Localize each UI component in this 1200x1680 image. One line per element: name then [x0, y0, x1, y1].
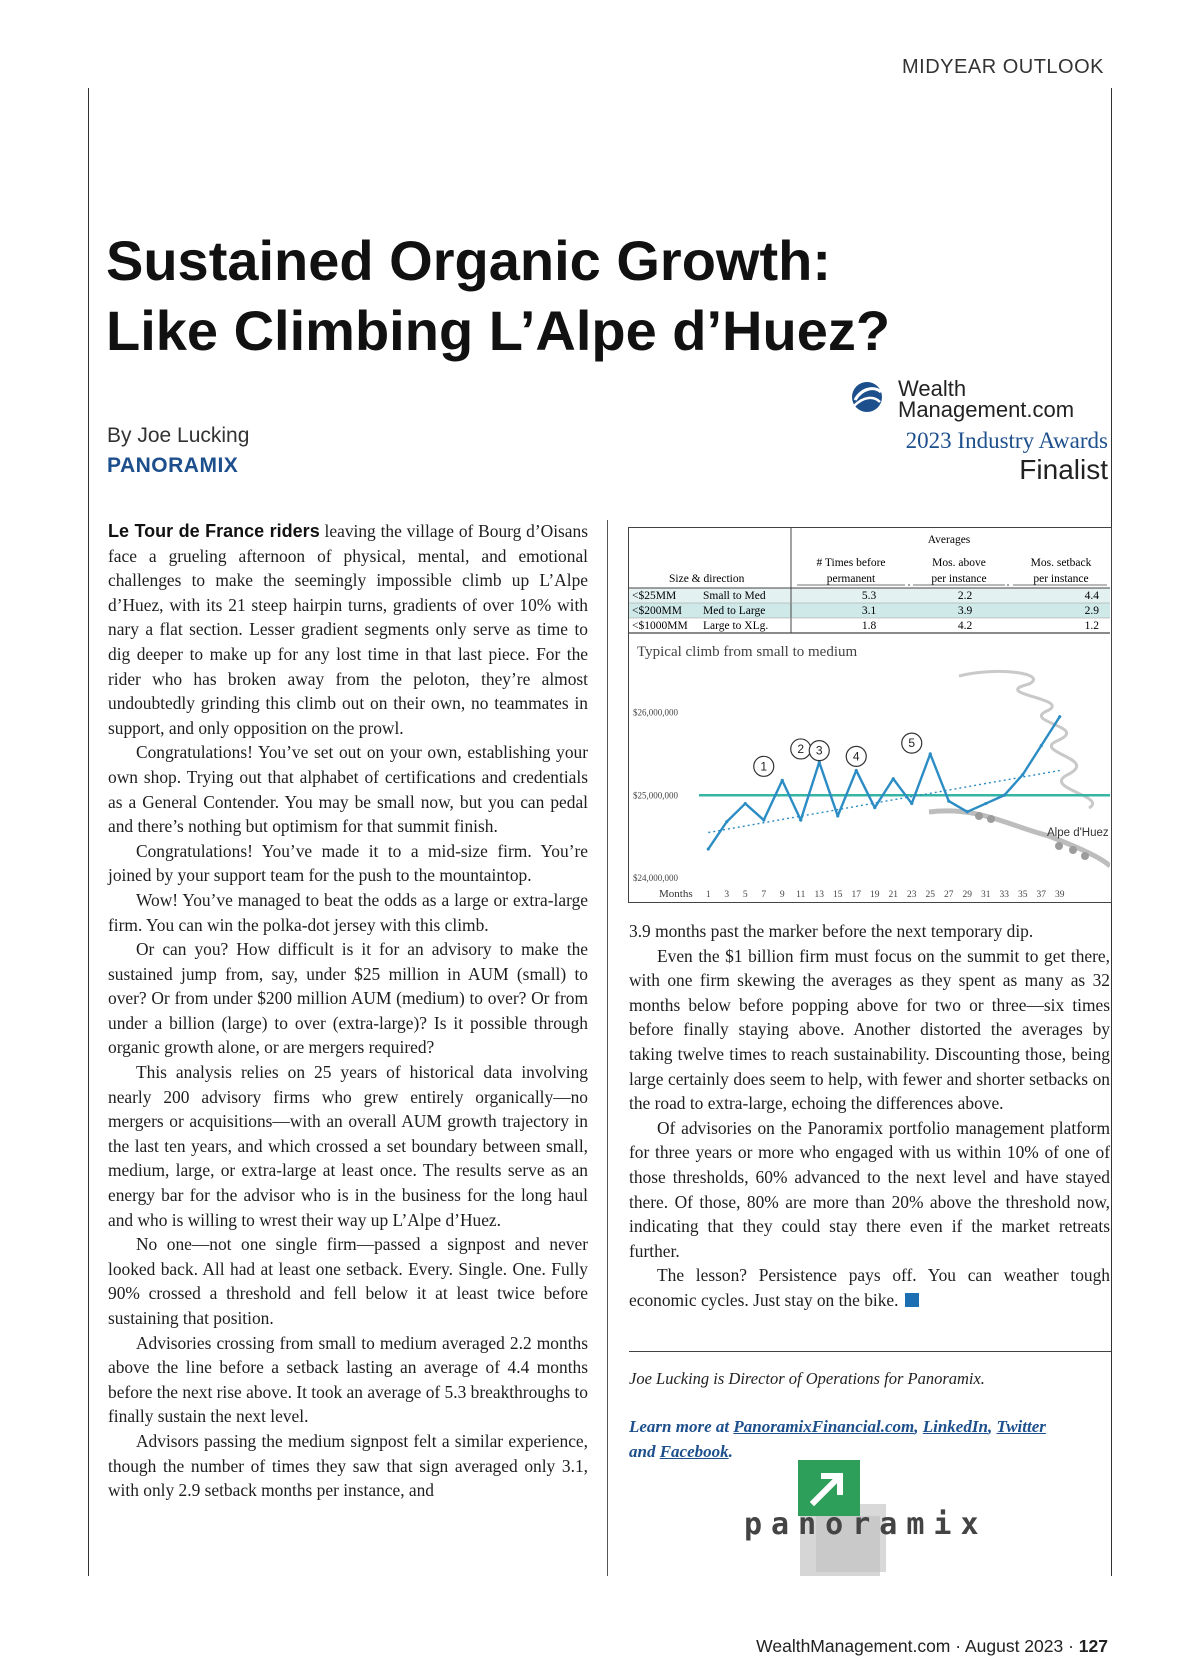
- end-of-article-icon: [905, 1293, 919, 1307]
- column-divider: [607, 520, 608, 1576]
- x-tick-label: 39: [1055, 890, 1065, 900]
- aum-climb-chart: [629, 636, 1110, 902]
- learn-more-suffix: .: [728, 1441, 733, 1461]
- x-tick-label: 3: [724, 890, 730, 900]
- left-rule: [88, 88, 89, 1576]
- award-brand-name: [898, 378, 1108, 420]
- x-tick-label: 37: [1036, 890, 1046, 900]
- series-point: [799, 818, 802, 821]
- article-paragraph: Or can you? How difficult is it for an advisory to make the sustained jump from, say, under $25 million in AUM (small) to over? Or from under $200 million AUM (medium) to over? Or from under a billion (large) to over (extra-large)? Is it possible through organic growth alone, or are mergers required?: [108, 939, 588, 1058]
- series-point: [1058, 715, 1061, 718]
- x-tick-label: 23: [907, 890, 917, 900]
- article-paragraph: 3.9 months past the marker before the next temporary dip.: [629, 921, 1034, 941]
- peak-marker-label: 2: [797, 741, 805, 756]
- table-cell-times: 5.3: [861, 590, 877, 602]
- article-paragraph: Advisors passing the medium signpost felt a similar experience, though the number of times they saw that sign averaged only 3.1, with only 2.9 setback months per instance, and: [108, 1430, 588, 1501]
- x-tick-label: 17: [851, 890, 861, 900]
- award-brand: [848, 378, 1108, 426]
- article-column-right: [629, 919, 1110, 1313]
- link-facebook[interactable]: Facebook: [659, 1441, 729, 1461]
- author-company: PANORAMIX: [107, 454, 239, 477]
- x-tick-label: 25: [925, 890, 935, 900]
- x-tick-label: 5: [742, 890, 748, 900]
- learn-more-sep: and: [629, 1441, 660, 1461]
- award-status: Finalist: [1019, 454, 1108, 485]
- peak-marker-label: 5: [908, 736, 916, 751]
- learn-more-sep: ,: [914, 1417, 923, 1436]
- peak-marker-label: 3: [815, 743, 823, 758]
- x-tick-label: 21: [888, 890, 898, 900]
- table-header-size: Size & direction: [669, 573, 745, 585]
- table-cell-threshold: <$200MM: [632, 605, 682, 617]
- article-column-left: [108, 519, 588, 1503]
- series-point: [929, 752, 932, 755]
- x-tick-label: 15: [833, 890, 843, 900]
- page-number: 127: [1078, 1636, 1108, 1656]
- series-point: [707, 847, 710, 850]
- table-cell-above: 3.9: [957, 605, 973, 617]
- award-brand-line-2: Management.com: [898, 397, 1075, 422]
- table-cell-above: 4.2: [957, 620, 973, 632]
- series-point: [1021, 773, 1024, 776]
- table-header-times-2: permanent: [826, 573, 876, 585]
- averages-group-header: Averages: [927, 534, 971, 546]
- title-line-1: Sustained Organic Growth:: [106, 229, 831, 292]
- footer-text: WealthManagement.com · August 2023 ·: [756, 1636, 1079, 1656]
- author-bio: Joe Lucking is Director of Operations for Panoramix.: [629, 1369, 985, 1388]
- table-cell-setback: 2.9: [1084, 605, 1099, 617]
- chart-annotation: Alpe d'Huez: [1047, 827, 1109, 839]
- article-paragraph: [629, 1263, 1110, 1312]
- table-cell-threshold: <$1000MM: [632, 620, 688, 632]
- series-point: [892, 777, 895, 780]
- table-header-above-2: per instance: [931, 573, 987, 585]
- table-cell-setback: 1.2: [1084, 620, 1099, 632]
- lead-in: Le Tour de France riders: [108, 521, 320, 541]
- article-paragraph: Even the $1 billion firm must focus on the summit to get there, with one firm skewing the averages as they spent as many as 32 months below before popping above for two or three—six times before finally staying above. Another distorted the averages by taking twelve times to reach sustainability. Discounting those, being large certainly does seem to help, with fewer and shorter setbacks on the road to extra-large, echoing the differences above.: [629, 945, 1110, 1114]
- award-block: [848, 378, 1108, 486]
- table-header-above: Mos. above: [932, 557, 986, 569]
- figure: [628, 527, 1112, 903]
- series-point: [744, 802, 747, 805]
- series-point: [947, 799, 950, 802]
- table-header-times: # Times before: [816, 557, 886, 569]
- table-cell-threshold: <$25MM: [632, 590, 677, 602]
- table-cell-direction: Small to Med: [703, 590, 766, 602]
- article-paragraph: Of advisories on the Panoramix portfolio management platform for three years or more who engaged with us within 10% of one of those thresholds, 60% advanced to the next level and have stayed there. Of those, 80% are more than 20% above the threshold now, indicating that they could stay there even if the market retreats further.: [629, 1117, 1110, 1261]
- x-tick-label: 33: [999, 890, 1009, 900]
- y-tick-label: $25,000,000: [633, 790, 678, 801]
- paragraph-text: leaving the village of Bourg d’Oisans face a grueling afternoon of physical, mental, and emotional challenges to make the seemingly impossible climb up L’Alpe d’Huez, with its 21 steep hairpin turns, gradients of over 10% with nary a flat section. Lesser gradient segments only serve as time to dig deeper to make up for any lost time in that last piece. For the rider who has broken away from the peloton, they’re almost undoubtedly grinding this climb out on their own, no teammates in support, and only opposition on the prowl.: [108, 521, 588, 738]
- mountain-road-sketch: [959, 671, 1093, 808]
- table-cell-times: 1.8: [861, 620, 877, 632]
- table-header-setback-2: per instance: [1033, 573, 1089, 585]
- x-tick-label: 7: [761, 890, 767, 900]
- peak-marker-label: 4: [852, 749, 860, 764]
- globe-swirl-icon: [850, 380, 884, 414]
- x-tick-label: 9: [779, 890, 785, 900]
- x-tick-label: 29: [962, 890, 972, 900]
- section-label: MIDYEAR OUTLOOK: [902, 56, 1104, 78]
- article-paragraph: Congratulations! You’ve made it to a mid-size firm. You’re joined by your support team for the push to the mountaintop.: [108, 840, 588, 886]
- panoramix-wordmark: panoramix: [744, 1507, 988, 1542]
- series-point: [873, 806, 876, 809]
- page-footer: [756, 1636, 1108, 1657]
- series-line: [708, 717, 1060, 849]
- table-cell-setback: 4.4: [1084, 590, 1099, 602]
- peak-marker-label: 1: [760, 759, 768, 774]
- series-point: [966, 810, 969, 813]
- x-tick-label: 1: [705, 890, 711, 900]
- series-point: [984, 802, 987, 805]
- series-point: [855, 769, 858, 772]
- x-tick-label: 13: [814, 890, 824, 900]
- series-point: [836, 814, 839, 817]
- series-point: [1040, 744, 1043, 747]
- x-tick-label: 31: [981, 890, 991, 900]
- byline: By Joe Lucking: [107, 424, 250, 447]
- article-paragraph: No one—not one single firm—passed a signpost and never looked back. All had at least one setback. Every. Single. One. Fully 90% crossed a threshold and fell below it at least twice before sustaining that position.: [108, 1234, 588, 1328]
- averages-table: [629, 528, 1110, 634]
- table-cell-direction: Large to XLg.: [703, 620, 769, 632]
- paragraph-text: The lesson? Persistence pays off. You can weather tough economic cycles. Just stay on the bike.: [629, 1265, 1110, 1310]
- series-point: [762, 818, 765, 821]
- learn-more-sep: ,: [987, 1417, 997, 1436]
- article-paragraph: Wow! You’ve managed to beat the odds as a large or extra-large firm. You can win the polka-dot jersey with this climb.: [108, 889, 588, 935]
- series-point: [781, 779, 784, 782]
- title-line-2: Like Climbing L’Alpe d’Huez?: [106, 299, 891, 362]
- article-paragraph: This analysis relies on 25 years of historical data involving nearly 200 advisory firms who grew entirely organically—no mergers or acquisitions—with an overall AUM growth trajectory in the last ten years, and which crossed a set boundary between small, medium, large, or extra-large at least once. The results serve as an energy bar for the advisor who is in the business for the long haul and who is willing to wrest their way up L’Alpe d’Huez.: [108, 1062, 588, 1230]
- x-tick-label: 35: [1018, 890, 1028, 900]
- award-year: 2023 Industry Awards: [905, 428, 1108, 453]
- table-cell-above: 2.2: [957, 590, 973, 602]
- series-point: [725, 820, 728, 823]
- x-tick-label: 27: [944, 890, 954, 900]
- learn-more: [629, 1415, 1110, 1464]
- article-paragraph: [108, 519, 588, 740]
- award-brand-line-1: Wealth: [898, 376, 967, 401]
- table-cell-direction: Med to Large: [703, 605, 766, 617]
- article-paragraph: Congratulations! You’ve set out on your own, establishing your own shop. Trying out that alphabet of certifications and credentials as a General Contender. You may be small now, but you can pedal and there’s nothing but optimism for that summit finish.: [108, 742, 588, 837]
- bio-rule: [629, 1351, 1111, 1352]
- learn-more-prefix: Learn more at: [629, 1417, 734, 1436]
- link-panoramix-website[interactable]: PanoramixFinancial.com: [733, 1417, 915, 1436]
- article-title: [106, 226, 966, 366]
- article-paragraph: Advisories crossing from small to medium averaged 2.2 months above the line before a setback lasting an average of 4.4 months before the next rise above. It took an average of 5.3 breakthroughs to finally sustain the next level.: [108, 1332, 589, 1427]
- y-tick-label: $24,000,000: [633, 873, 678, 883]
- link-linkedin[interactable]: LinkedIn: [922, 1417, 988, 1436]
- x-axis-label: Months: [659, 888, 693, 900]
- series-point: [910, 802, 913, 805]
- table-header-setback: Mos. setback: [1030, 557, 1092, 569]
- series-point: [1003, 794, 1006, 797]
- table-cell-times: 3.1: [861, 605, 877, 617]
- link-twitter[interactable]: Twitter: [996, 1417, 1046, 1436]
- x-tick-label: 19: [870, 890, 880, 900]
- x-tick-label: 11: [796, 890, 806, 900]
- chart-title: Typical climb from small to medium: [637, 644, 858, 660]
- y-tick-label: $26,000,000: [633, 707, 678, 718]
